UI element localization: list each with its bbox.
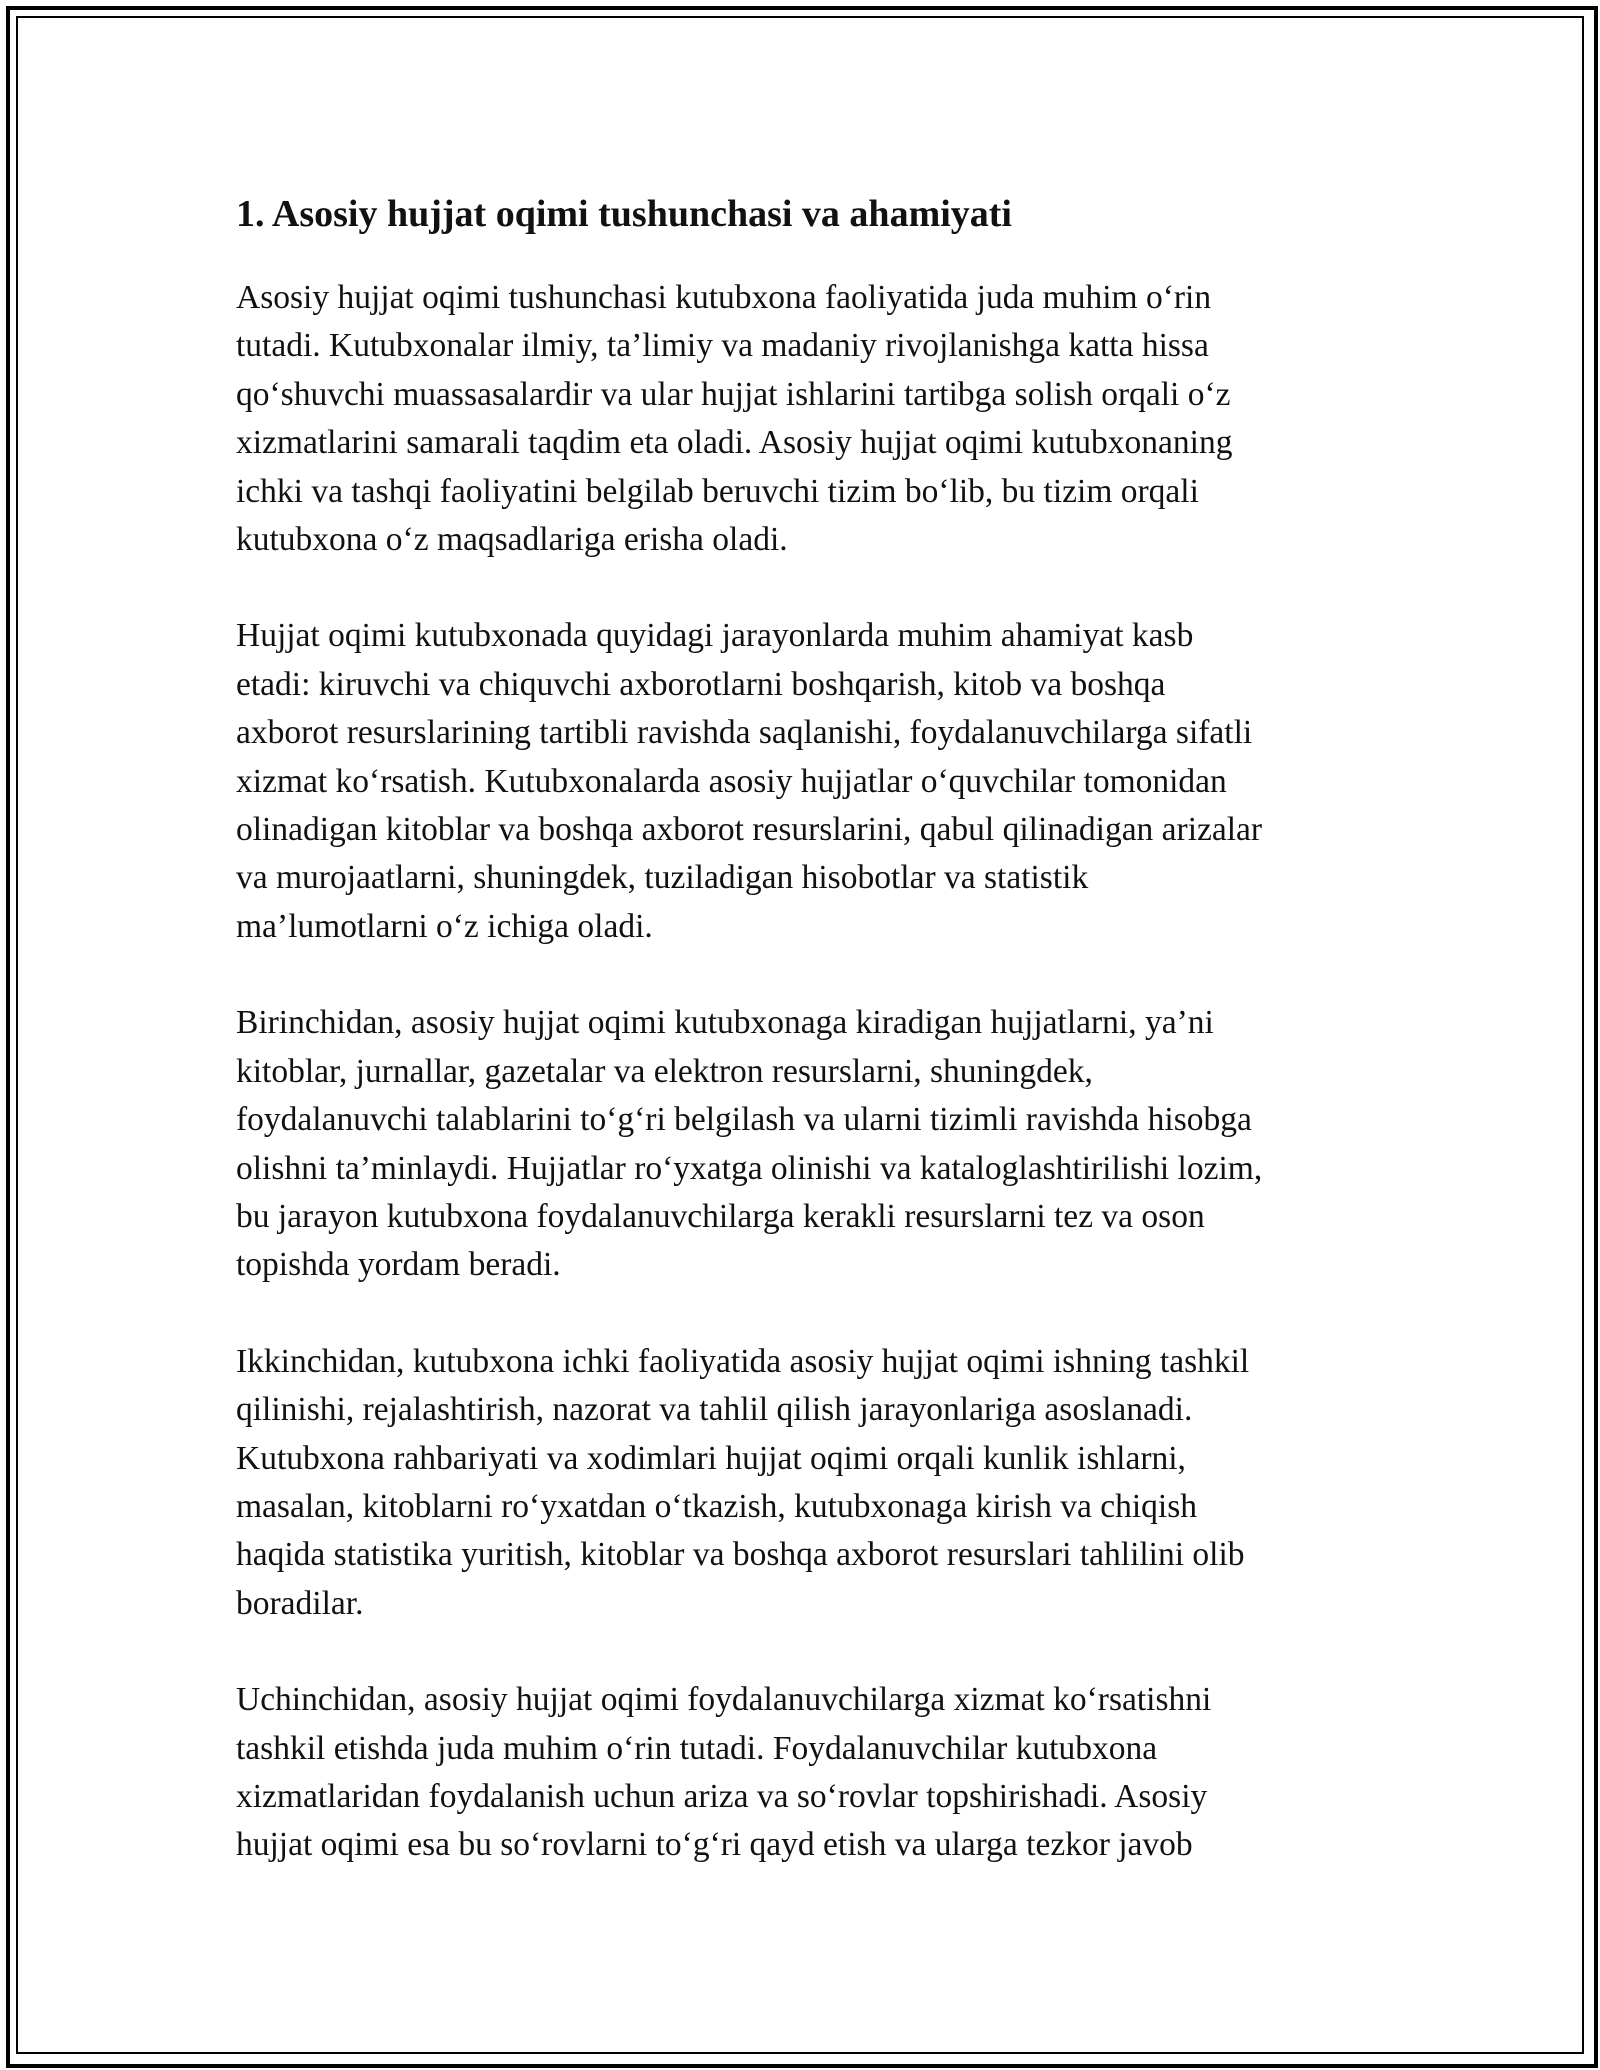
paragraph-line: xizmatlarini samarali taqdim eta oladi. Asosiy hujjat oqimi kutubxonaning: [236, 424, 1233, 462]
paragraph: [236, 1676, 1376, 1870]
paragraph-line: Hujjat oqimi kutubxonada quyidagi jarayonlarda muhim ahamiyat kasb: [236, 617, 1194, 655]
paragraph: [236, 999, 1376, 1289]
paragraph-line: tashkil etishda juda muhim o‘rin tutadi. Foydalanuvchilar kutubxona: [236, 1729, 1158, 1767]
paragraph-line: ma’lumotlarni o‘z ichiga oladi.: [236, 907, 653, 945]
paragraph-line: haqida statistika yuritish, kitoblar va boshqa axborot resurslari tahlilini olib: [236, 1536, 1245, 1574]
paragraph: [236, 612, 1376, 951]
section-heading: 1. Asosiy hujjat oqimi tushunchasi va ahamiyati: [236, 193, 1012, 235]
paragraph-line: kitoblar, jurnallar, gazetalar va elektron resurslarni, shuningdek,: [236, 1052, 1093, 1090]
paragraph-line: boradilar.: [236, 1584, 364, 1622]
paragraph-line: xizmatlaridan foydalanish uchun ariza va so‘rovlar topshirishadi. Asosiy: [236, 1777, 1208, 1815]
paragraph: [236, 1338, 1376, 1628]
paragraph-line: axborot resurslarining tartibli ravishda saqlanishi, foydalanuvchilarga sifatli: [236, 714, 1253, 752]
paragraph-line: qilinishi, rejalashtirish, nazorat va tahlil qilish jarayonlariga asoslanadi.: [236, 1391, 1193, 1429]
paragraph: [236, 274, 1376, 564]
paragraph-line: Uchinchidan, asosiy hujjat oqimi foydalanuvchilarga xizmat ko‘rsatishni: [236, 1681, 1212, 1719]
paragraph-line: Asosiy hujjat oqimi tushunchasi kutubxona faoliyatida juda muhim o‘rin: [236, 279, 1212, 316]
paragraph-line: etadi: kiruvchi va chiquvchi axborotlarni boshqarish, kitob va boshqa: [236, 665, 1166, 703]
paragraph-line: xizmat ko‘rsatish. Kutubxonalarda asosiy hujjatlar o‘quvchilar tomonidan: [236, 762, 1227, 800]
paragraph-line: va murojaatlarni, shuningdek, tuziladigan hisobotlar va statistik: [236, 859, 1089, 897]
paragraph-list: [236, 274, 1376, 1870]
paragraph-line: Birinchidan, asosiy hujjat oqimi kutubxonaga kiradigan hujjatlarni, ya’ni: [236, 1004, 1214, 1042]
paragraph-line: foydalanuvchi talablarini to‘g‘ri belgilash va ularni tizimli ravishda hisobga: [236, 1101, 1252, 1139]
paragraph-line: ichki va tashqi faoliyatini belgilab beruvchi tizim bo‘lib, bu tizim orqali: [236, 472, 1199, 510]
paragraph-line: olinadigan kitoblar va boshqa axborot resurslarini, qabul qilinadigan arizalar: [236, 811, 1263, 849]
paragraph-line: masalan, kitoblarni ro‘yxatdan o‘tkazish, kutubxonaga kirish va chiqish: [236, 1487, 1198, 1525]
paragraph-line: kutubxona o‘z maqsadlariga erisha oladi.: [236, 521, 788, 559]
paragraph-line: hujjat oqimi esa bu so‘rovlarni to‘g‘ri qayd etish va ularga tezkor javob: [236, 1826, 1193, 1864]
paragraph-line: topishda yordam beradi.: [236, 1246, 561, 1284]
paragraph-line: Ikkinchidan, kutubxona ichki faoliyatida asosiy hujjat oqimi ishning tashkil: [236, 1342, 1250, 1380]
paragraph-line: olishni ta’minlaydi. Hujjatlar ro‘yxatga olinishi va kataloglashtirilishi lozim,: [236, 1149, 1263, 1187]
document-body: [236, 188, 1376, 1918]
paragraph-line: qo‘shuvchi muassasalardir va ular hujjat ishlarini tartibga solish orqali o‘z: [236, 375, 1231, 413]
paragraph-line: bu jarayon kutubxona foydalanuvchilarga kerakli resurslarni tez va oson: [236, 1197, 1205, 1235]
paragraph-line: tutadi. Kutubxonalar ilmiy, ta’limiy va madaniy rivojlanishga katta hissa: [236, 327, 1209, 365]
paragraph-line: Kutubxona rahbariyati va xodimlari hujjat oqimi orqali kunlik ishlarni,: [236, 1439, 1186, 1477]
